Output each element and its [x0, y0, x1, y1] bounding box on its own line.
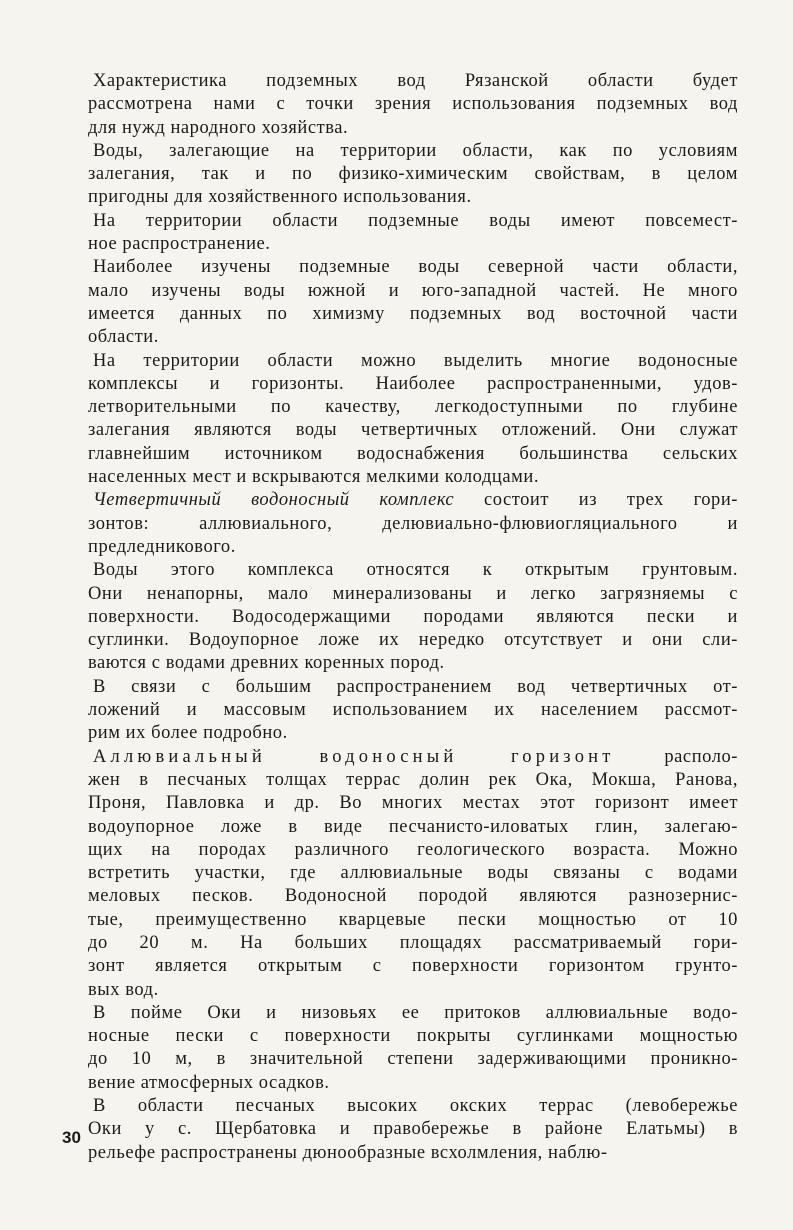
paragraph — [88, 140, 738, 210]
text-line: В пойме Оки и низовьях ее притоков аллювиальные водо- — [93, 1002, 738, 1023]
text-line: летворительными по качеству, легкодоступными по глубине — [88, 397, 738, 418]
text-line: зонт является открытым с поверхности горизонтом грунто- — [88, 956, 738, 977]
text-line: до 20 м. На больших площадях рассматриваемый гори- — [88, 932, 738, 953]
text-line: жен в песчаных толщах террас долин рек Ока, Мокша, Ранова, — [88, 769, 738, 790]
text-line: залегания, так и по физико-химическим свойствам, в целом — [88, 164, 738, 185]
text-line: суглинки. Водоупорное ложе их нередко отсутствует и они сли- — [88, 630, 738, 651]
text-line: рассмотрена нами с точки зрения использования подземных вод — [88, 94, 738, 115]
body-text — [88, 70, 738, 1165]
text-line: ное распространение. — [88, 234, 271, 255]
paragraph — [88, 676, 738, 746]
text-line: главнейшим источником водоснабжения большинства сельских — [88, 443, 738, 464]
paragraph — [88, 1095, 738, 1165]
text-line: На территории области можно выделить многие водоносные — [93, 350, 738, 371]
text-line: до 10 м, в значительной степени задерживающими проникно- — [88, 1049, 738, 1070]
text-line: Воды, залегающие на территории области, как по условиям — [93, 140, 738, 161]
text-line: На территории области подземные воды имеют повсемест- — [93, 210, 738, 231]
paragraph — [88, 210, 738, 257]
text-line: поверхности. Водосодержащими породами являются пески и — [88, 606, 738, 627]
page-number: 30 — [62, 1128, 81, 1147]
text-line: области. — [88, 327, 159, 348]
text-line: Воды этого комплекса относятся к открытым грунтовым. — [93, 560, 738, 581]
text-line: пригодны для хозяйственного использования. — [88, 187, 472, 208]
text-line: рельефе распространены дюнообразные всхолмления, наблю- — [88, 1142, 608, 1163]
text-line: рим их более подробно. — [88, 723, 288, 744]
text-line: населенных мест и вскрываются мелкими колодцами. — [88, 467, 540, 488]
paragraph — [88, 1002, 738, 1095]
text-line: для нужд народного хозяйства. — [88, 117, 349, 138]
text-line: ваются с водами древних коренных пород. — [88, 653, 445, 674]
paragraph — [88, 746, 738, 1002]
text-line: вых вод. — [88, 979, 159, 1000]
text-line: зонтов: аллювиального, делювиально-флювиогляциального и — [88, 513, 738, 534]
text-line: ложений и массовым использованием их населением рассмот- — [88, 700, 738, 721]
text-line: носные пески с поверхности покрыты суглинками мощностью — [88, 1026, 738, 1047]
text-line: комплексы и горизонты. Наиболее распространенными, удов- — [88, 373, 738, 394]
text-line: Аллювиальный водоносный горизонт располо- — [93, 746, 738, 767]
paragraph — [88, 256, 738, 349]
text-line: предледникового. — [88, 536, 236, 557]
text-line: Оки у с. Щербатовка и правобережье в районе Елатьмы) в — [88, 1119, 738, 1140]
text-line: встретить участки, где аллювиальные воды связаны с водами — [88, 863, 738, 884]
spaced-term: Аллювиальный водоносный горизонт — [93, 746, 615, 767]
text-line: вение атмосферных осадков. — [88, 1072, 330, 1093]
paragraph — [88, 350, 738, 490]
text-line: мало изучены воды южной и юго-западной частей. Не много — [88, 280, 738, 301]
italic-term: Четвертичный водоносный комплекс — [93, 490, 455, 511]
text-line: В связи с большим распространением вод четвертичных от- — [93, 676, 738, 697]
text-line: Наиболее изучены подземные воды северной части области, — [93, 257, 738, 278]
text-line: имеется данных по химизму подземных вод восточной части — [88, 303, 738, 324]
paragraph — [88, 489, 738, 559]
text-line: Характеристика подземных вод Рязанской области будет — [93, 71, 738, 91]
text-line: меловых песков. Водоносной породой являются разнозернис- — [88, 886, 738, 907]
text-line: тые, преимущественно кварцевые пески мощностью от 10 — [88, 909, 738, 930]
text-line: Четвертичный водоносный комплекс состоит из трех гори- — [93, 490, 739, 511]
text-line: водоупорное ложе в виде песчанисто-иловатых глин, залегаю- — [88, 816, 738, 837]
text-line: Они ненапорны, мало минерализованы и легко загрязняемы с — [88, 583, 738, 604]
text-line: Проня, Павловка и др. Во многих местах этот горизонт имеет — [88, 793, 738, 814]
paragraph — [88, 559, 738, 675]
text-line: щих на породах различного геологического возраста. Можно — [88, 839, 738, 860]
paragraph — [88, 70, 738, 140]
text-line: залегания являются воды четвертичных отложений. Они служат — [88, 420, 738, 441]
text-line: В области песчаных высоких окских террас (левобережье — [93, 1096, 738, 1117]
